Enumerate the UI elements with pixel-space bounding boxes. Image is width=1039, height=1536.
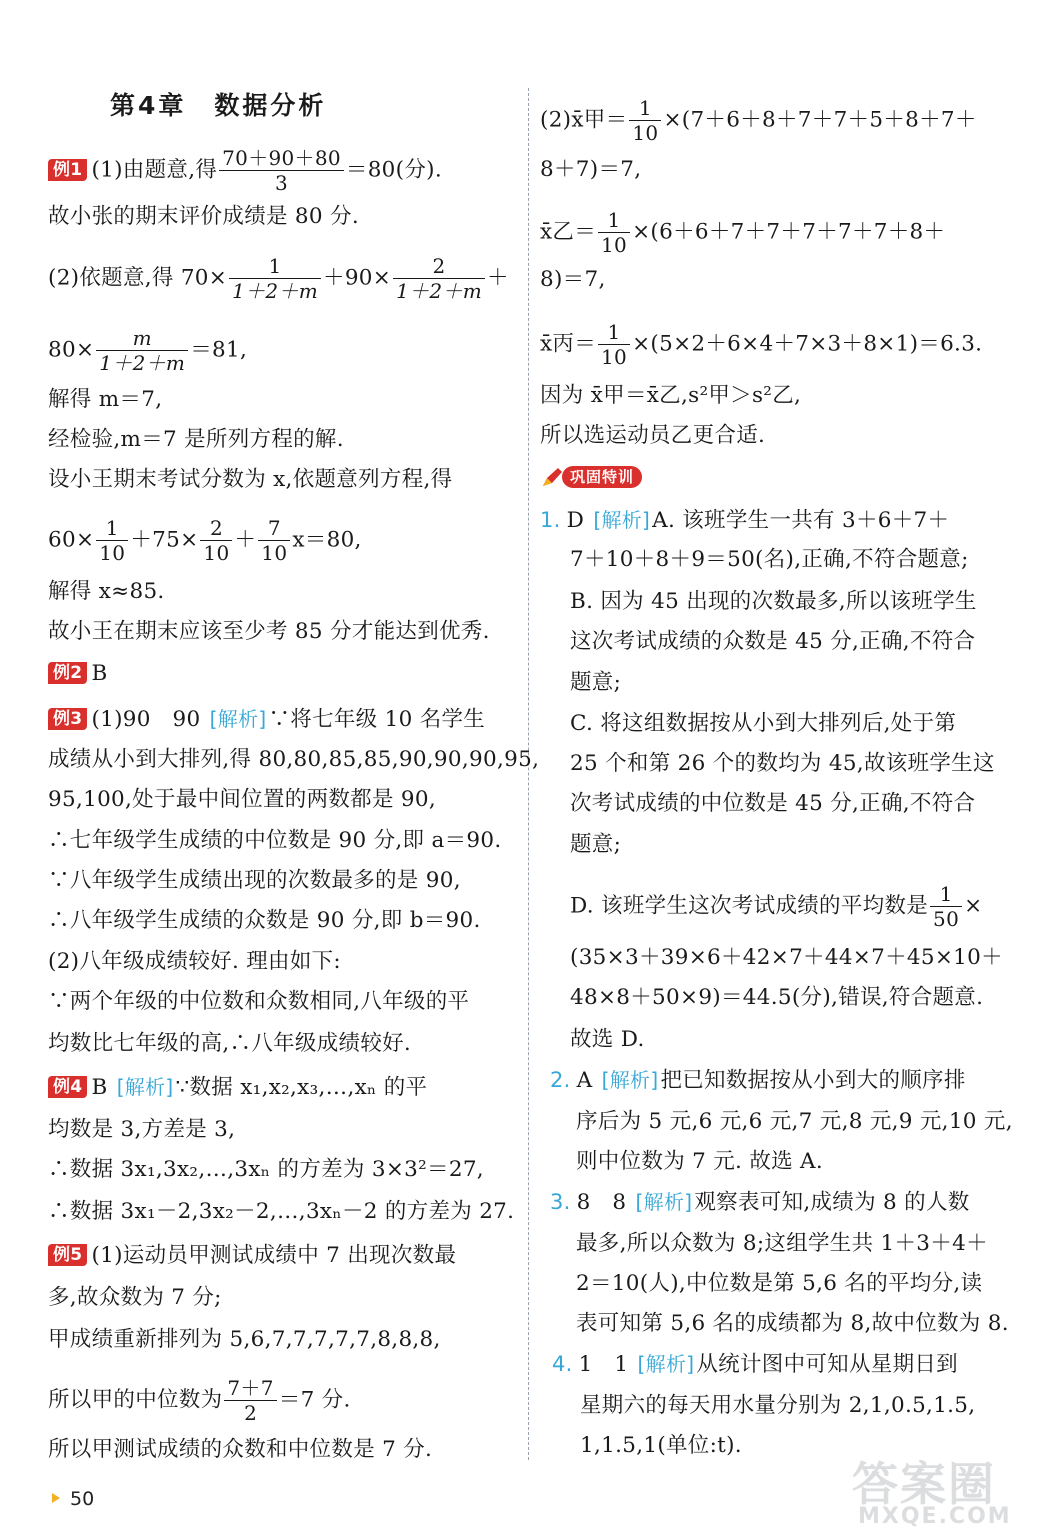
ex3-line-4: ∴七年级学生成绩的中位数是 90 分,即 a＝90. [48,828,502,853]
q1-line-9: 题意; [570,832,622,857]
q2-line-2: 序后为 5 元,6 元,6 元,7 元,8 元,9 元,10 元, [576,1109,1013,1134]
q1-line-3: B. 因为 45 出现的次数最多,所以该班学生 [570,589,977,614]
fraction: $\frac{7+7}{2}$ [224,1376,276,1425]
ex4-line-3: ∴数据 3x₁,3x₂,…,3xₙ 的方差为 3×3²＝27, [48,1157,484,1182]
example-2-tag: 例2 [48,662,87,684]
q1-line-11: (35×3＋39×6＋42×7＋44×7＋45×10＋ [570,945,1003,970]
ex1-line-7: 设小王期末考试分数为 x,依题意列方程,得 [48,467,453,492]
ex3-line-1: 例3 (1)90 90 [解析]∵将七年级 10 名学生 [48,705,485,734]
q4-line-1: 4. 1 1 [解析]从统计图中可知从星期日到 [552,1352,958,1377]
fraction: $\frac{m}{1+2+m}$ [96,326,188,375]
r-line-1: (2)x̄甲＝ $\frac{1}{10}$ ×(7＋6＋8＋7＋7＋5＋8＋7＋ [540,96,977,145]
ex3-line-6: ∴八年级学生成绩的众数是 90 分,即 b＝90. [48,908,481,933]
ex1-line-10: 故小王在期末应该至少考 85 分才能达到优秀. [48,619,490,644]
q1-line-4: 这次考试成绩的众数是 45 分,正确,不符合 [570,629,976,654]
q2-line-3: 则中位数为 7 元. 故选 A. [576,1149,824,1174]
r-line-6: 因为 x̄甲＝x̄乙,s²甲＞s²乙, [540,383,802,408]
question-number: 4. [552,1352,573,1376]
column-divider [528,88,529,1460]
ex4-line-2: 均数是 3,方差是 3, [48,1117,236,1142]
analysis-label: [解析] [116,1075,174,1099]
page-number: 50 [52,1488,94,1510]
q1-line-8: 次考试成绩的中位数是 45 分,正确,不符合 [570,791,976,816]
ex3-line-9: 均数比七年级的高,∴八年级成绩较好. [48,1031,412,1056]
q1-line-6: C. 将这组数据按从小到大排列后,处于第 [570,711,957,736]
r-line-3: x̄乙＝ $\frac{1}{10}$ ×(6＋6＋7＋7＋7＋7＋7＋8＋ [540,208,946,257]
q1-line-2: 7＋10＋8＋9＝50(名),正确,不符合题意; [570,547,969,572]
fraction: $\frac{1}{50}$ [930,882,962,931]
ex5-line-5: 所以甲测试成绩的众数和中位数是 7 分. [48,1437,433,1462]
ex1-line-9: 解得 x≈85. [48,579,165,604]
question-number: 1. [540,508,561,532]
ex1-line-3: (2)依题意,得 70× $\frac{1}{1+2+m}$ ＋90× $\frac{2}{1+2+m}$ ＋ [48,254,509,303]
ex3-line-2: 成绩从小到大排列,得 80,80,85,85,90,90,90,95, [48,747,540,772]
ex1-line-6: 经检验,m＝7 是所列方程的解. [48,427,344,452]
analysis-label: [解析] [635,1190,693,1214]
fraction: $\frac{1}{10}$ [629,96,661,145]
q4-line-3: 1,1.5,1(单位:t). [580,1433,742,1458]
question-number: 2. [550,1068,571,1092]
q2-line-1: 2. A [解析]把已知数据按从小到大的顺序排 [550,1068,966,1093]
page-title: 第4章 数据分析 [110,91,327,120]
q1-line-1: 1. D [解析]A. 该班学生一共有 3＋6＋7＋ [540,508,950,533]
q1-line-7: 25 个和第 26 个的数均为 45,故该班学生这 [570,751,995,776]
fraction: $\frac{1}{1+2+m}$ [229,254,321,303]
analysis-label: [解析] [637,1352,695,1376]
ex1-line-4: 80× $\frac{m}{1+2+m}$ ＝81, [48,326,248,375]
example-5-tag: 例5 [48,1244,87,1266]
analysis-label: [解析] [209,707,267,731]
q4-line-2: 星期六的每天用水量分别为 2,1,0.5,1.5, [580,1393,976,1418]
r-line-4: 8)＝7, [540,267,606,292]
ex5-line-1: 例5 (1)运动员甲测试成绩中 7 出现次数最 [48,1242,456,1270]
question-number: 3. [550,1190,571,1214]
fraction: $\frac{1}{10}$ [598,320,630,369]
practice-section-badge [540,464,648,490]
example-1-tag: 例1 [48,159,87,181]
example-4-tag: 例4 [48,1076,87,1098]
q1-line-12: 48×8＋50×9)＝44.5(分),错误,符合题意. [570,985,984,1010]
fraction: $\frac{2}{10}$ [200,516,232,565]
ex3-line-7: (2)八年级成绩较好. 理由如下: [48,949,341,974]
ex3-line-3: 95,100,处于最中间位置的两数都是 90, [48,787,436,812]
q1-line-5: 题意; [570,670,622,695]
q3-line-1: 3. 8 8 [解析]观察表可知,成绩为 8 的人数 [550,1190,970,1215]
watermark-logo: 答案圈 MXQE.COM [852,1457,1012,1529]
fraction: $\frac{70+90+80}{3}$ [219,146,344,195]
r-line-5: x̄丙＝ $\frac{1}{10}$ ×(5×2＋6×4＋7×3＋8×1)＝6.3. [540,320,983,369]
ex1-line-8: 60× $\frac{1}{10}$ ＋75× $\frac{2}{10}$ ＋ $\frac{7}{10}$ x＝80, [48,516,362,565]
ex4-line-4: ∴数据 3x₁－2,3x₂－2,…,3xₙ－2 的方差为 27. [48,1199,515,1224]
q1-line-10: D. 该班学生这次考试成绩的平均数是 $\frac{1}{50}$ × [570,882,983,931]
analysis-label: [解析] [593,508,651,532]
ex1-line-5: 解得 m＝7, [48,387,163,412]
page-marker-icon [52,1493,60,1503]
fraction: $\frac{1}{10}$ [96,516,128,565]
r-line-7: 所以选运动员乙更合适. [540,423,766,448]
ex3-line-5: ∵八年级学生成绩出现的次数最多的是 90, [48,868,461,893]
fraction: $\frac{7}{10}$ [258,516,290,565]
ex3-line-8: ∵两个年级的中位数和众数相同,八年级的平 [48,989,470,1014]
ex2-line: 例2 B [48,660,108,688]
practice-label: 巩固特训 [562,466,642,488]
fraction: $\frac{2}{1+2+m}$ [393,254,485,303]
fraction: $\frac{1}{10}$ [598,208,630,257]
ex5-line-2: 多,故众数为 7 分; [48,1285,222,1310]
q3-line-2: 最多,所以众数为 8;这组学生共 1＋3＋4＋ [576,1231,988,1256]
ex4-line-1: 例4 B [解析]∵数据 x₁,x₂,x₃,…,xₙ 的平 [48,1073,427,1102]
r-line-2: 8＋7)＝7, [540,157,642,182]
q3-line-3: 2＝10(人),中位数是第 5,6 名的平均分,读 [576,1271,983,1296]
ex5-line-3: 甲成绩重新排列为 5,6,7,7,7,7,7,8,8,8, [48,1327,441,1352]
analysis-label: [解析] [601,1068,659,1092]
ex1-line-1: 例1 (1)由题意,得 $\frac{70+90+80}{3}$ ＝80(分). [48,146,442,195]
q1-line-13: 故选 D. [570,1027,645,1052]
ex5-line-4: 所以甲的中位数为 $\frac{7+7}{2}$ ＝7 分. [48,1376,351,1425]
q3-line-4: 表可知第 5,6 名的成绩都为 8,故中位数为 8. [576,1311,1009,1336]
ex1-line-2: 故小张的期末评价成绩是 80 分. [48,204,359,229]
example-3-tag: 例3 [48,708,87,730]
